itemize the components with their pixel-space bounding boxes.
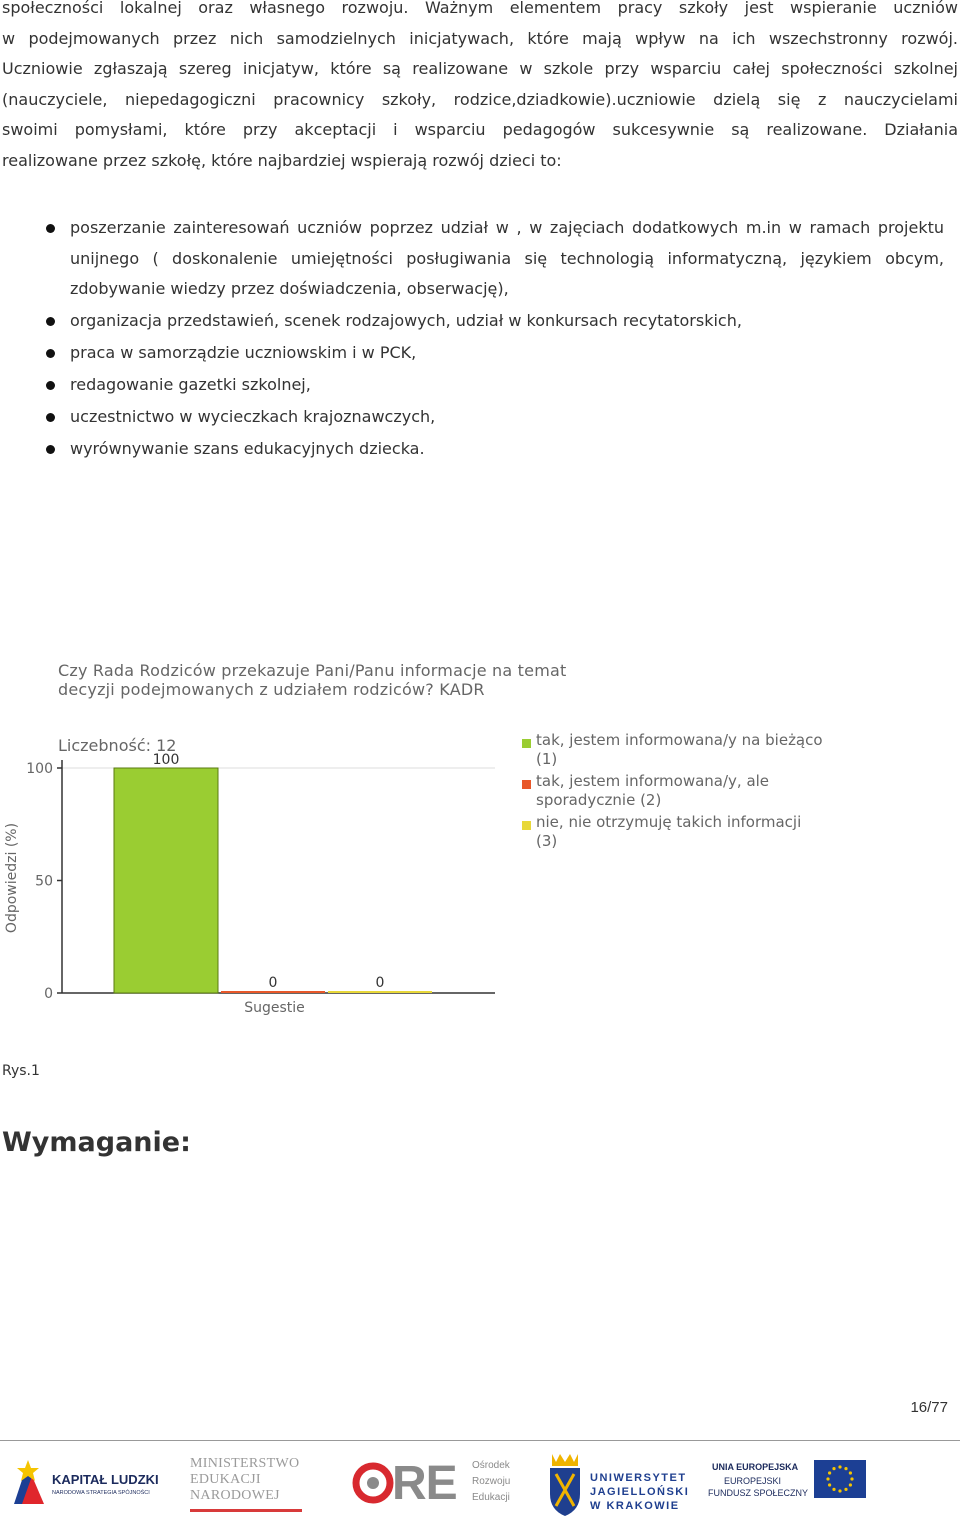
list-item xyxy=(0,213,944,305)
eu-star-icon xyxy=(849,1471,852,1474)
eu-star-icon xyxy=(828,1471,831,1474)
list-item xyxy=(0,370,944,401)
legend-swatch xyxy=(522,780,531,789)
uj-logo xyxy=(546,1450,696,1520)
page-number: 16/77 xyxy=(910,1399,948,1416)
bullet-icon xyxy=(46,445,55,454)
eu-flag-icon xyxy=(814,1460,866,1498)
figure-caption: Rys.1 xyxy=(2,1063,40,1079)
bar-chart xyxy=(0,740,520,1030)
legend-item xyxy=(520,772,840,810)
y-tick-label: 0 xyxy=(44,986,53,1002)
bar xyxy=(328,991,432,993)
bullet-icon xyxy=(46,381,55,390)
eu-star-icon xyxy=(850,1477,853,1480)
uj-crest-icon xyxy=(546,1450,584,1518)
bullet-icon xyxy=(46,317,55,326)
chart-title-line: Czy Rada Rodziców przekazuje Pani/Panu informacje na temat xyxy=(58,661,567,680)
y-axis-label: Odpowiedzi (%) xyxy=(4,822,20,934)
kapital-ludzki-emblem-icon xyxy=(10,1456,46,1508)
kapital-ludzki-title: KAPITAŁ LUDZKI xyxy=(52,1472,159,1487)
chart-title xyxy=(58,661,678,699)
eu-star-icon xyxy=(844,1488,847,1491)
ore-line-3: Edukacji xyxy=(472,1492,510,1503)
bar-value-label: 0 xyxy=(375,975,385,991)
legend-swatch xyxy=(522,739,531,748)
ore-ring-icon xyxy=(352,1462,394,1504)
ore-logo xyxy=(352,1456,522,1516)
list-item xyxy=(0,402,944,433)
kapital-ludzki-subtitle: NARODOWA STRATEGIA SPÓJNOŚCI xyxy=(52,1490,150,1496)
eu-logo xyxy=(704,1460,870,1510)
ore-line-2: Rozwoju xyxy=(472,1476,511,1487)
paragraph-line: swoimi pomysłami, które przy akceptacji i wsparciu pedagogów sukcesywnie są realizowane. Działania xyxy=(2,120,958,139)
legend-swatch xyxy=(522,821,531,830)
men-underline xyxy=(190,1509,302,1512)
chart-sample-size: Liczebność: 12 xyxy=(58,736,177,755)
ore-mark: RE xyxy=(392,1457,457,1510)
eu-star-icon xyxy=(838,1489,841,1492)
paragraph-line: realizowane przez szkołę, które najbardziej wspierają rozwój dzieci to: xyxy=(2,151,562,170)
eu-star-icon xyxy=(838,1465,841,1468)
list-item-text: organizacja przedstawień, scenek rodzajowych, udział w konkursach recytatorskich, xyxy=(70,311,742,330)
legend-label: sporadycznie (2) xyxy=(536,791,662,809)
list-item-text: redagowanie gazetki szkolnej, xyxy=(70,375,311,394)
x-axis-label: Sugestie xyxy=(244,1000,305,1016)
list-item xyxy=(0,338,944,369)
bar-value-label: 100 xyxy=(152,752,180,768)
eu-star-icon xyxy=(832,1488,835,1491)
bullet-icon xyxy=(46,224,55,233)
y-tick-label: 100 xyxy=(26,761,53,777)
men-line-1: MINISTERSTWO xyxy=(190,1456,300,1471)
bar xyxy=(221,991,325,993)
bar xyxy=(114,768,218,993)
eu-star-icon xyxy=(828,1483,831,1486)
men-logo xyxy=(190,1454,320,1514)
list-item xyxy=(0,306,944,337)
uj-line-1: UNIWERSYTET xyxy=(590,1472,687,1484)
legend-item xyxy=(520,813,840,851)
kapital-ludzki-logo xyxy=(10,1454,170,1510)
ore-line-1: Ośrodek xyxy=(472,1460,510,1471)
paragraph-line: w podejmowanych przez nich samodzielnych inicjatywach, które mają wpływ na ich wszechstronny rozwój. xyxy=(2,29,958,48)
uj-line-3: W KRAKOWIE xyxy=(590,1500,680,1512)
eu-star-icon xyxy=(844,1467,847,1470)
paragraph-line: społeczności lokalnej oraz własnego rozwoju. Ważnym elementem pracy szkoły jest wspieranie uczniów xyxy=(2,0,958,17)
men-line-3: NARODOWEJ xyxy=(190,1488,280,1503)
eu-star-icon xyxy=(849,1483,852,1486)
footer-logos xyxy=(0,1448,960,1524)
legend-label: tak, jestem informowana/y na bieżąco xyxy=(536,731,823,749)
men-line-2: EDUKACJI xyxy=(190,1472,261,1487)
eu-line-1: UNIA EUROPEJSKA xyxy=(712,1462,799,1472)
list-item-text: poszerzanie zainteresowań uczniów poprzez udział w , w zajęciach dodatkowych m.in w ramach projektu unijnego ( doskonalenie umiejętności posługiwania się technologią informatyczną, językiem obcym, zdobywanie wiedzy przez doświadczenia, obserwację), xyxy=(70,218,944,298)
list-item-text: wyrównywanie szans edukacyjnych dziecka. xyxy=(70,439,425,458)
list-item xyxy=(0,434,944,465)
legend-item xyxy=(520,731,840,769)
footer-divider xyxy=(0,1440,960,1441)
paragraph-line: Uczniowie zgłaszają szereg inicjatyw, które są realizowane w szkole przy wsparciu całej społeczności szkolnej xyxy=(2,59,958,78)
section-heading: Wymaganie: xyxy=(2,1127,191,1158)
bullet-icon xyxy=(46,349,55,358)
chart-title-line: decyzji podejmowanych z udziałem rodziców? KADR xyxy=(58,680,485,699)
uj-line-2: JAGIELLOŃSKI xyxy=(590,1486,690,1498)
bar-value-label: 0 xyxy=(268,975,278,991)
eu-line-2: EUROPEJSKI xyxy=(724,1476,782,1486)
eu-line-3: FUNDUSZ SPOŁECZNY xyxy=(708,1488,809,1498)
list-item-text: uczestnictwo w wycieczkach krajoznawczych, xyxy=(70,407,436,426)
paragraph-line: (nauczyciele, niepedagogiczni pracownicy szkoły, rodzice,dziadkowie).uczniowie dzielą się z nauczycielami xyxy=(2,90,958,109)
list-item-text: praca w samorządzie uczniowskim i w PCK, xyxy=(70,343,417,362)
legend-label: tak, jestem informowana/y, ale xyxy=(536,772,770,790)
activities-list xyxy=(0,213,960,466)
eu-star-icon xyxy=(826,1477,829,1480)
legend-label: nie, nie otrzymuję takich informacji xyxy=(536,813,802,831)
legend-label: (3) xyxy=(536,832,558,850)
bullet-icon xyxy=(46,413,55,422)
legend-label: (1) xyxy=(536,750,558,768)
eu-star-icon xyxy=(832,1467,835,1470)
y-tick-label: 50 xyxy=(35,873,53,890)
chart-legend xyxy=(520,731,840,854)
